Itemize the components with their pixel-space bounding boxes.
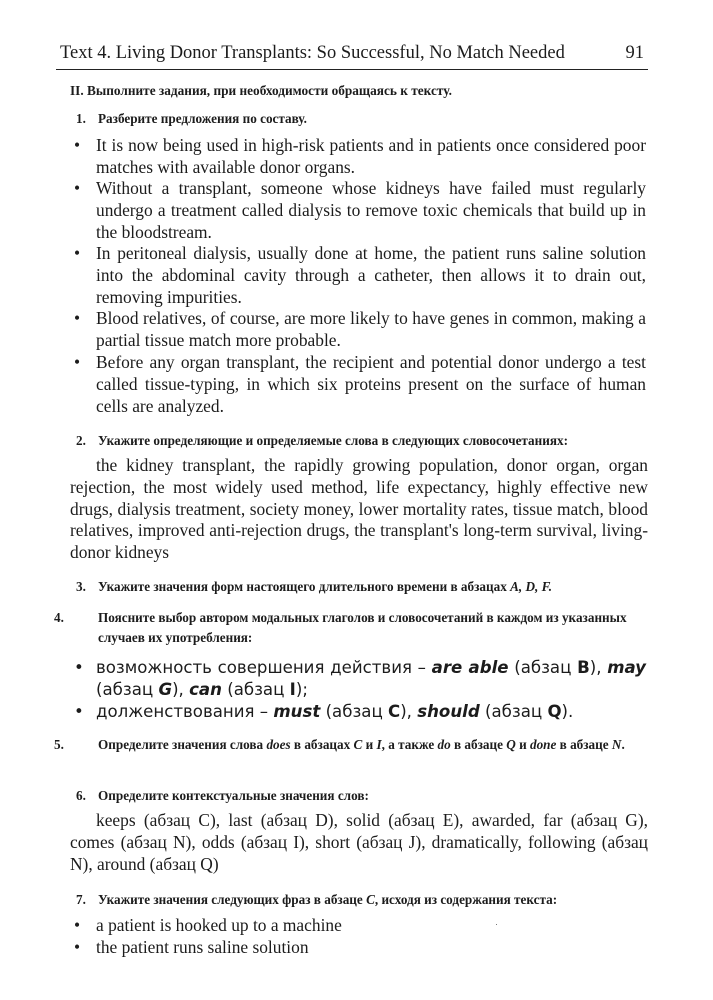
paragraph-ref: N [611, 737, 622, 752]
running-header [56, 43, 648, 70]
task-4-heading [54, 608, 648, 648]
task-3-heading [76, 577, 648, 597]
phrase-list [70, 455, 648, 564]
bullet-icon: • [74, 937, 81, 957]
modal-word: can [189, 679, 222, 699]
bullet-icon: • [74, 658, 84, 677]
paren-text: (абзац [320, 702, 389, 721]
sentence: It is now being used in high-risk patients and in patients once considered poor matches with available donor organs. [96, 135, 646, 177]
heading-part: . [621, 737, 625, 752]
list-item [74, 937, 646, 959]
bullet-icon: • [74, 352, 81, 372]
list-item [74, 701, 646, 723]
paragraph-ref: B [577, 658, 590, 677]
task-5-heading [54, 735, 648, 755]
paren-text: ), [589, 658, 608, 677]
section-heading: II. Выполните задания, при необходимости обращаясь к тексту. [70, 83, 452, 98]
phrase: a patient is hooked up to a machine [96, 915, 342, 935]
bullet-icon: • [74, 702, 84, 721]
task-number: 3. [76, 579, 86, 594]
bullet-icon: • [74, 135, 81, 155]
list-item [74, 352, 646, 417]
sentence: In peritoneal dialysis, usually done at home, the patient runs saline solution into the abdominal cavity through a catheter, then allows it to drain out, removing impurities. [96, 243, 646, 307]
task-heading: Разберите предложения по составу. [98, 111, 307, 126]
list-item [74, 657, 646, 701]
modal-word: may [607, 658, 646, 677]
word-list [70, 810, 648, 875]
list-item [74, 135, 646, 179]
heading-part: в абзаце [556, 737, 612, 752]
heading-part: в абзаце [450, 737, 507, 752]
task-number: 4. [54, 610, 64, 625]
paragraph-ref: Q [547, 702, 562, 721]
paren-text: (абзац [221, 679, 290, 699]
paren-text: (абзац [96, 679, 159, 699]
task-2-heading [76, 431, 648, 451]
target-word: do [437, 737, 451, 752]
item-lead: долженствования – [96, 702, 274, 721]
paren-text: ). [561, 702, 574, 721]
paren-text: ), [172, 679, 190, 699]
paragraph-ref: I [289, 679, 296, 699]
paragraph-ref: C [353, 737, 363, 752]
bullet-icon: • [74, 243, 81, 263]
list-item [74, 243, 646, 308]
task-7-heading [76, 890, 648, 910]
target-word: done [529, 737, 557, 752]
paragraph-ref: Q [506, 737, 516, 752]
bullet-icon: • [74, 915, 81, 935]
heading-part: и [515, 737, 530, 752]
task-1-heading [76, 109, 648, 129]
modal-word: should [417, 702, 480, 721]
paragraph-ref: G [158, 679, 173, 699]
heading-part: в абзацах [290, 737, 354, 752]
bullet-icon: • [74, 308, 81, 328]
bullet-icon: • [74, 178, 81, 198]
list-item [74, 308, 646, 352]
paren-text: ); [295, 679, 308, 699]
scan-speck [496, 924, 497, 925]
modal-example [96, 701, 646, 723]
paragraph-refs: A, D, F. [510, 579, 552, 594]
modal-example [96, 657, 646, 701]
item-lead: возможность совершения действия – [96, 658, 432, 677]
paren-text: (абзац [508, 658, 578, 677]
task-heading: Укажите значения форм настоящего длительного времени в абзацах [98, 579, 507, 594]
paragraph-ref: C [388, 702, 401, 721]
task-number: 1. [76, 111, 86, 126]
header-title: Text 4. Living Donor Transplants: So Successful, No Match Needed [60, 43, 565, 63]
heading-part: и [362, 737, 377, 752]
sentence: Blood relatives, of course, are more likely to have genes in common, making a partial tissue match more probable. [96, 308, 646, 350]
paragraph-ref: C [366, 892, 375, 907]
task-number: 5. [54, 737, 64, 752]
target-word: does [266, 737, 291, 752]
task-heading: Определите контекстуальные значения слов: [98, 788, 369, 803]
modal-word: are able [431, 658, 509, 677]
paragraph-ref: I [376, 737, 382, 752]
task-number: 7. [76, 892, 86, 907]
heading-part: , а также [381, 737, 438, 752]
sentence: Before any organ transplant, the recipient and potential donor undergo a test called tissue-typing, in which six proteins present on the surface of human cells are analyzed. [96, 352, 646, 416]
task-number: 6. [76, 788, 86, 803]
heading-part: Укажите значения следующих фраз в абзаце [98, 892, 367, 907]
list-item [74, 915, 646, 937]
list-item [74, 178, 646, 243]
modal-word: must [273, 702, 321, 721]
task-heading: Поясните выбор автором модальных глаголов и словосочетаний в каждом из указанных случаев их употребления: [98, 610, 627, 645]
phrase-text: the kidney transplant, the rapidly growing population, donor organ, organ rejection, the most widely used method, life expectancy, highly effective new drugs, dialysis treatment, society money, lower mortality rates, tissue match, blood relatives, improved anti-rejection drugs, the transplant's long-term survival, living-donor kidneys [70, 455, 648, 563]
phrase: the patient runs saline solution [96, 937, 309, 957]
page-number: 91 [625, 43, 644, 63]
paren-text: (абзац [479, 702, 548, 721]
paren-text: ), [400, 702, 418, 721]
task-6-heading [76, 786, 648, 806]
word-list-text: keeps (абзац C), last (абзац D), solid (абзац E), awarded, far (абзац G), comes (абзац N), odds (абзац I), short (абзац J), dramatically, following (абзац N), around (абзац Q) [70, 810, 648, 874]
task-number: 2. [76, 433, 86, 448]
sentence: Without a transplant, someone whose kidneys have failed must regularly undergo a treatment called dialysis to remove toxic chemicals that build up in the bloodstream. [96, 178, 646, 242]
heading-part: , исходя из содержания текста: [374, 892, 558, 907]
task-heading: Укажите определяющие и определяемые слова в следующих словосочетаниях: [98, 433, 568, 448]
heading-part: Определите значения слова [98, 737, 267, 752]
